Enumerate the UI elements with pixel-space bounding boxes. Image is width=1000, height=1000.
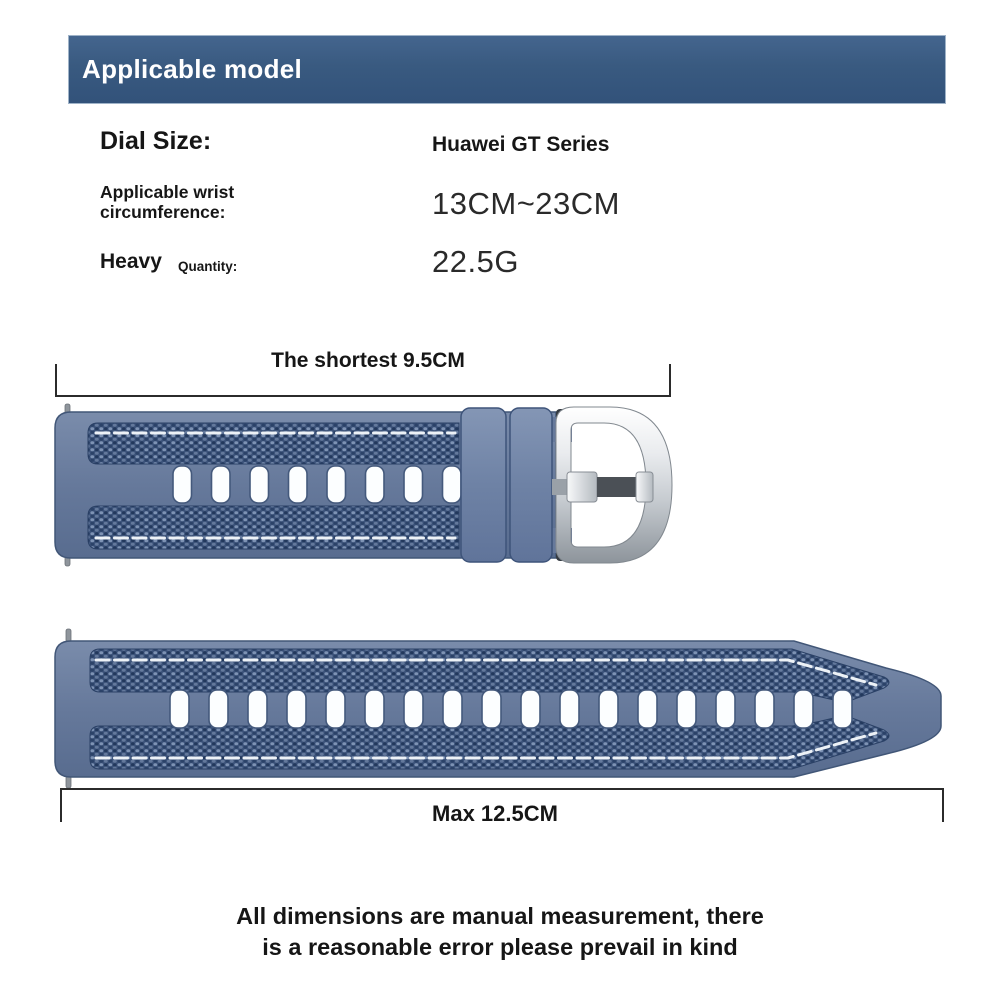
disclaimer [0,901,1000,964]
long-strap-measure-tick-right [942,788,944,822]
banner-title: Applicable model [82,54,303,84]
spec-sublabel-quantity: Quantity: [178,259,238,274]
long-strap-measure-tick-left [60,788,62,822]
spec-label-wrist-circumference: Applicable wrist circumference: [100,182,235,223]
fabric-panel-top [88,423,459,464]
spec-label-dial-size: Dial Size: [100,127,212,155]
fabric-panel-bottom [88,506,459,549]
spec-value-dial-size: Huawei GT Series [432,133,610,156]
short-strap-image [50,395,690,570]
long-strap-image [50,620,970,805]
strap-keeper-1 [461,408,506,562]
spec-value-wrist-circumference: 13CM~23CM [432,186,620,221]
spec-value-weight: 22.5G [432,244,519,279]
long-strap-measure-label: Max 12.5CM [432,801,558,826]
short-strap-measure-tick-right [669,364,671,397]
long-strap-measure-line [60,788,944,790]
short-strap-measure-tick-left [55,364,57,397]
strap-keeper-2 [510,408,552,562]
short-strap-measure-label: The shortest 9.5CM [271,349,465,372]
disclaimer-line-1: All dimensions are manual measurement, there [236,903,764,929]
banner [68,35,946,104]
buckle-prong [552,472,653,502]
spec-label-weight: Heavy [100,250,162,273]
disclaimer-line-2: is a reasonable error please prevail in kind [262,934,738,961]
